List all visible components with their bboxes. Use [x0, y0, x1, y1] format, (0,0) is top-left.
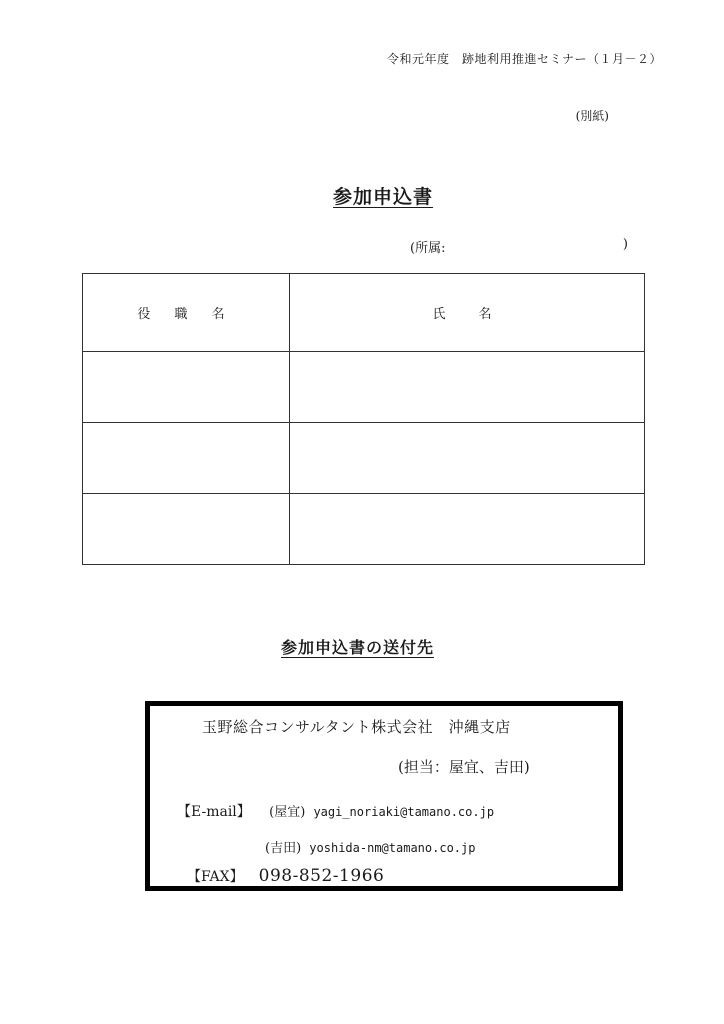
email-label: 【E-mail】 [177, 804, 251, 820]
fax-label: 【FAX】 [187, 869, 244, 885]
table-row [83, 494, 645, 565]
email-address-link[interactable]: yoshida-nm@tamano.co.jp [309, 841, 476, 855]
name-cell[interactable] [290, 494, 645, 565]
attachment-note: (別紙) [575, 109, 609, 123]
table-header-row [83, 274, 645, 352]
name-cell[interactable] [290, 423, 645, 494]
contact-person: (担当：屋宜、吉田) [398, 758, 530, 776]
destination-title: 参加申込書の送付先 [280, 638, 434, 657]
affiliation-close: ) [622, 237, 628, 252]
fax-number: 098-852-1966 [258, 866, 385, 886]
name-cell[interactable] [290, 352, 645, 423]
table-row [83, 423, 645, 494]
position-cell[interactable] [83, 352, 290, 423]
seminar-header-note: 令和元年度 跡地利用推進セミナー（１月－２） [386, 52, 662, 66]
column-header-name: 氏 名 [290, 274, 645, 352]
affiliation-label: (所属: [410, 241, 446, 256]
fax-row [187, 866, 384, 886]
contact-box [145, 701, 623, 891]
email-row [177, 801, 494, 821]
applicants-table [82, 273, 645, 565]
table-row [83, 352, 645, 423]
email-contact-name: (吉田) [265, 841, 302, 856]
position-cell[interactable] [83, 423, 290, 494]
email-address-link[interactable]: yagi_noriaki@tamano.co.jp [313, 805, 495, 819]
form-title: 参加申込書 [332, 186, 433, 208]
company-name: 玉野総合コンサルタント株式会社 沖縄支店 [202, 718, 511, 736]
email-contact-name: (屋宜) [269, 805, 306, 820]
position-cell[interactable] [83, 494, 290, 565]
column-header-position: 役 職 名 [83, 274, 290, 352]
email-row [265, 837, 475, 856]
